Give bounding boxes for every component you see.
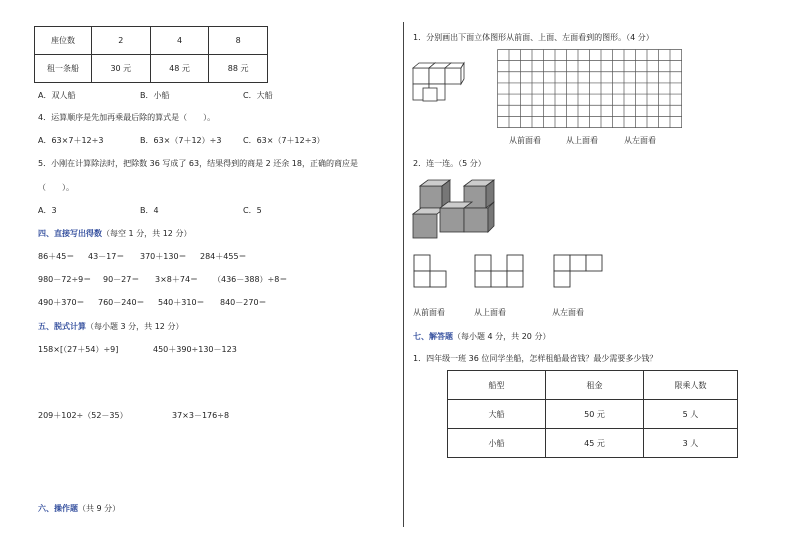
boat-table [447, 370, 738, 458]
oral-item: （436－388）÷8＝ [213, 275, 288, 284]
calc-item: 158×[（27＋54）÷9] [38, 345, 119, 354]
table-cell: 3 人 [644, 429, 738, 458]
table-cell: 2 [92, 27, 151, 55]
section6-heading [38, 503, 120, 514]
oral-item: 840－270＝ [220, 298, 267, 307]
q5-option-a: A．3 [38, 206, 57, 215]
oral-item: 370＋130＝ [140, 252, 187, 261]
table-cell: 30 元 [92, 55, 151, 83]
table-header: 租金 [546, 371, 644, 400]
oral-item: 540＋310＝ [158, 298, 205, 307]
q4-option-c: C．63×（7＋12÷3） [243, 136, 325, 145]
section5-heading [38, 321, 183, 332]
table-cell: 大船 [448, 400, 546, 429]
right-q7-1: 1．四年级一班 36 位同学坐船，怎样租船最省钱？最少需要多少钱？ [413, 354, 658, 363]
view-label-left: 从左面看 [624, 136, 656, 145]
oral-item: 760－240＝ [98, 298, 145, 307]
oral-item: 284＋455＝ [200, 252, 247, 261]
view-shape-3 [553, 254, 605, 290]
section4-title: 四、直接写出得数 [38, 229, 102, 238]
calc-item: 450＋390÷130－123 [153, 345, 237, 354]
oral-item: 980－72÷9＝ [38, 275, 92, 284]
cube-figure-2 [410, 178, 496, 242]
oral-item: 3×8＋74＝ [155, 275, 199, 284]
section6-note: （共 9 分） [78, 504, 121, 513]
table-cell: 45 元 [546, 429, 644, 458]
oral-item: 90－27＝ [103, 275, 140, 284]
table-cell: 4 [150, 27, 209, 55]
table-header: 船型 [448, 371, 546, 400]
q5-paren: （ ）。 [38, 183, 74, 192]
oral-item: 490＋370＝ [38, 298, 85, 307]
table-cell: 租一条船 [35, 55, 92, 83]
view-label-top: 从上面看 [474, 308, 506, 317]
section6-title: 六、操作题 [38, 504, 78, 513]
q3-option-b: B．小船 [140, 91, 170, 100]
calc-item: 209＋102÷（52－35） [38, 411, 128, 420]
q4-option-a: A．63×7＋12÷3 [38, 136, 104, 145]
q5-option-c: C．5 [243, 206, 262, 215]
section7-title: 七、解答题 [413, 332, 453, 341]
q4-stem: 4．运算顺序是先加再乘最后除的算式是（ ）。 [38, 113, 216, 122]
table-cell: 5 人 [644, 400, 738, 429]
table-cell: 8 [209, 27, 268, 55]
section7-note: （每小题 4 分，共 20 分） [453, 332, 551, 341]
table-header: 限乘人数 [644, 371, 738, 400]
seat-table [34, 26, 268, 83]
section5-note: （每小题 3 分，共 12 分） [86, 322, 184, 331]
oral-item: 86＋45＝ [38, 252, 75, 261]
table-cell: 座位数 [35, 27, 92, 55]
drawing-grid [497, 49, 683, 129]
view-label-left: 从左面看 [552, 308, 584, 317]
right-q2: 2．连一连。（5 分） [413, 159, 486, 168]
q3-option-a: A．双人船 [38, 91, 76, 100]
table-cell: 50 元 [546, 400, 644, 429]
view-label-top: 从上面看 [566, 136, 598, 145]
view-label-front: 从前面看 [413, 308, 445, 317]
section4-note: （每空 1 分，共 12 分） [102, 229, 192, 238]
table-cell: 48 元 [150, 55, 209, 83]
table-cell: 88 元 [209, 55, 268, 83]
section4-heading [38, 228, 191, 239]
q5-stem: 5．小刚在计算除法时，把除数 36 写成了 63，结果得到的商是 2 还余 18，正确的商应是 [38, 159, 358, 168]
view-label-front: 从前面看 [509, 136, 541, 145]
calc-item: 37×3－176÷8 [172, 411, 230, 420]
q5-option-b: B．4 [140, 206, 159, 215]
table-cell: 小船 [448, 429, 546, 458]
view-shape-1 [413, 254, 449, 290]
section7-heading [413, 331, 550, 342]
q4-option-b: B．63×（7＋12）÷3 [140, 136, 222, 145]
column-divider [403, 22, 404, 527]
cube-figure-1 [410, 60, 466, 102]
view-shape-2 [474, 254, 526, 290]
section5-title: 五、脱式计算 [38, 322, 86, 331]
q3-option-c: C．大船 [243, 91, 273, 100]
right-q1: 1．分别画出下面立体图形从前面、上面、左面看到的图形。（4 分） [413, 33, 654, 42]
oral-item: 43－17＝ [88, 252, 125, 261]
